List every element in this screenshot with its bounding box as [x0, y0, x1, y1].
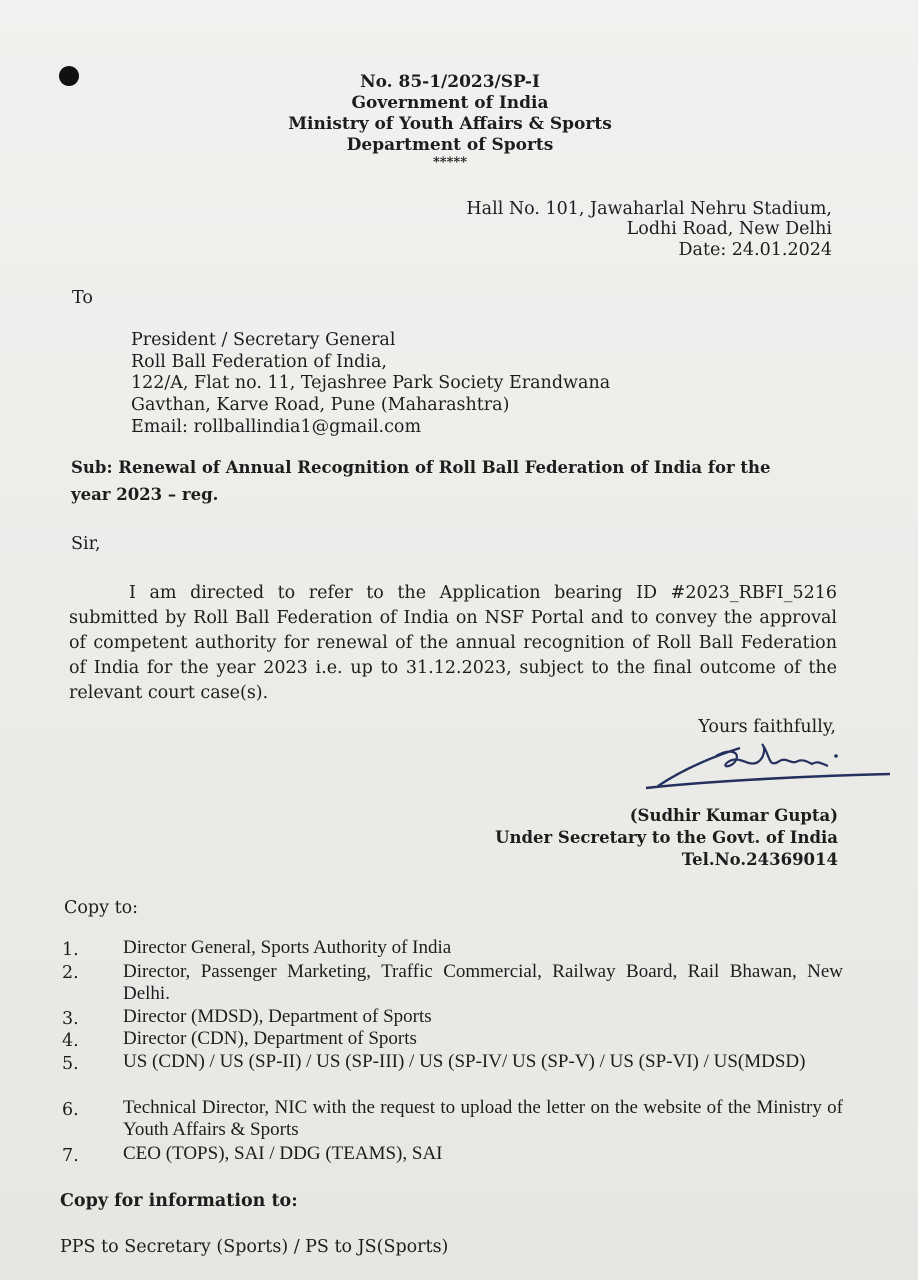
subject-line: year 2023 – reg.: [71, 485, 219, 504]
body-paragraph: I am directed to refer to the Application bearing ID #2023_RBFI_5216 submitted by Roll Ball Federation of India on NSF Portal and to convey the approval of competent authority for renewal of the annual recognition of Roll Ball Federation of India for the year 2023 i.e. up to 31.12.2023, subject to the final outcome of the relevant court case(s).: [69, 583, 837, 703]
copy-to-number: 6.: [62, 1100, 79, 1120]
copy-to-number: 2.: [62, 963, 79, 983]
recipient-line: President / Secretary General: [131, 330, 396, 350]
copy-to-number: 4.: [62, 1031, 79, 1051]
recipient-line: 122/A, Flat no. 11, Tejashree Park Society Erandwana: [131, 373, 611, 393]
signatory-designation: Under Secretary to the Govt. of India: [495, 828, 838, 847]
to-label: To: [72, 288, 93, 308]
copy-to-label: Copy to:: [64, 898, 139, 918]
signature-image: [640, 738, 900, 794]
address-line-2: Lodhi Road, New Delhi: [626, 219, 832, 239]
salutation: Sir,: [71, 534, 101, 554]
copy-to-number: 5.: [62, 1054, 79, 1074]
copy-to-item: Director (CDN), Department of Sports: [123, 1028, 417, 1049]
signatory-telephone: Tel.No.24369014: [681, 850, 838, 869]
copy-info-label: Copy for information to:: [60, 1191, 298, 1211]
address-line-1: Hall No. 101, Jawaharlal Nehru Stadium,: [466, 199, 832, 219]
separator-stars: *****: [433, 155, 467, 170]
recipient-line: Roll Ball Federation of India,: [131, 352, 387, 372]
recipient-line: Gavthan, Karve Road, Pune (Maharashtra): [131, 395, 510, 415]
punch-hole: [59, 66, 79, 86]
copy-to-number: 3.: [62, 1009, 79, 1029]
subject-line: Sub: Renewal of Annual Recognition of Roll Ball Federation of India for the: [71, 458, 771, 477]
copy-to-item: CEO (TOPS), SAI / DDG (TEAMS), SAI: [123, 1143, 443, 1164]
recipient-email: Email: rollballindia1@gmail.com: [131, 417, 422, 437]
ministry-title: Ministry of Youth Affairs & Sports: [288, 114, 612, 134]
government-title: Government of India: [351, 93, 549, 113]
department-title: Department of Sports: [346, 135, 554, 155]
file-number: No. 85-1/2023/SP-I: [360, 72, 540, 92]
closing: Yours faithfully,: [698, 717, 836, 737]
copy-to-item: Director (MDSD), Department of Sports: [123, 1006, 432, 1027]
copy-to-number: 1.: [62, 940, 79, 960]
letter-date: Date: 24.01.2024: [678, 240, 832, 260]
copy-to-item: US (CDN) / US (SP-II) / US (SP-III) / US (SP-IV/ US (SP-V) / US (SP-VI) / US(MDSD): [123, 1051, 806, 1072]
copy-info-item: PPS to Secretary (Sports) / PS to JS(Sports): [60, 1237, 449, 1257]
copy-to-item: Director General, Sports Authority of India: [123, 937, 452, 958]
copy-to-item: Technical Director, NIC with the request to upload the letter on the website of the Ministry of Youth Affairs & Sports: [123, 1097, 843, 1140]
copy-to-item: Director, Passenger Marketing, Traffic Commercial, Railway Board, Rail Bhawan, New Delhi.: [123, 961, 843, 1004]
copy-to-number: 7.: [62, 1146, 79, 1166]
signatory-name: (Sudhir Kumar Gupta): [629, 806, 838, 825]
